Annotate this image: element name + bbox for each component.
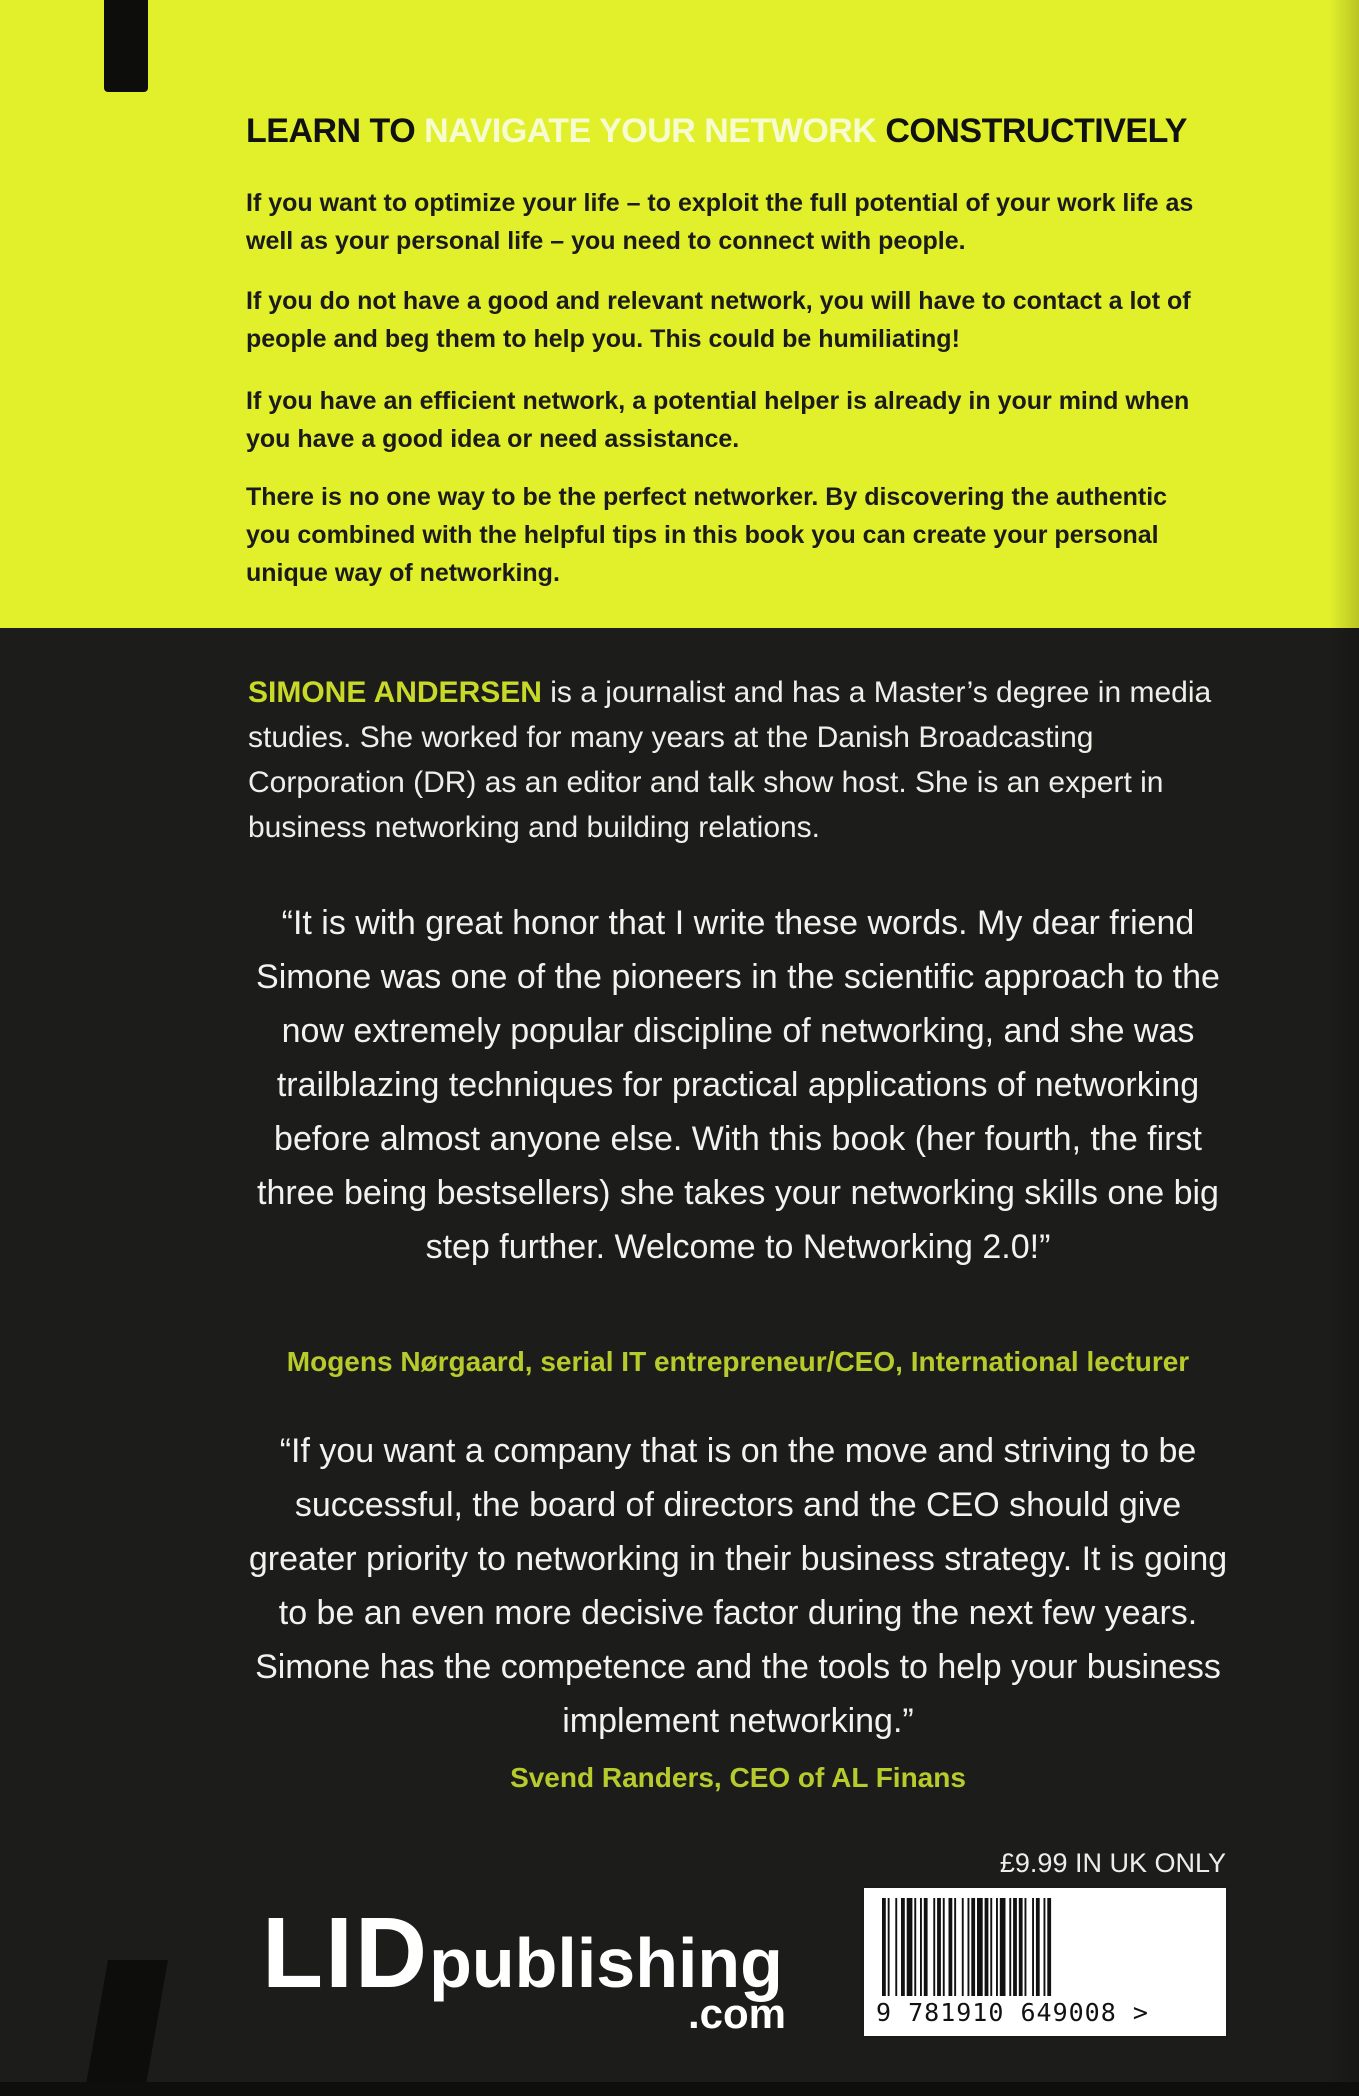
testimonial-quote-1: “It is with great honor that I write these words. My dear friend Simone was one of the pioneers in the scientific approach to the now extremely popular discipline of networking, and she was trailblazing techniques for practical applications of networking before almost anyone else. With this book (her fourth, the first three being bestsellers) she takes your networking skills one big step further. Welcome to Networking 2.0!” [256,904,1220,1266]
barcode-bar [1025,1898,1027,1996]
testimonial-attribution-2: Svend Randers, CEO of AL Finans [510,1762,966,1793]
barcode-bar [924,1898,928,1996]
barcode-bar [1009,1898,1011,1996]
barcode-bar [996,1898,998,1996]
barcode-bar [1036,1898,1040,1996]
headline-part2: CONSTRUCTIVELY [876,112,1187,150]
barcode-bar [882,1898,886,1996]
barcode-bar [954,1898,956,1996]
barcode-bar [901,1898,905,1996]
elastic-band-bottom [84,1960,168,2096]
isbn-barcode [862,1886,1228,2038]
testimonial-quote-2: “If you want a company that is on the move and striving to be successful, the board of directors and the CEO should give greater priority to networking in their business strategy. It is going to be an even more decisive factor during the next few years. Simone has the competence and the tools to help your business implement networking.” [248,1432,1228,1740]
barcode-bar [990,1898,992,1996]
barcode-bar [937,1898,941,1996]
cover-right-edge [1329,0,1359,2096]
barcode-bar [971,1898,975,1996]
barcode-bar [907,1898,913,1996]
price-label: £9.99 IN UK ONLY [999,1848,1226,1878]
author-bio-text: is a journalist and has a Master’s degree in media studies. She worked for many years at the Danish Broadcasting Corporation (DR) as an editor and talk show host. She is an expert in business networking and building relations. [248,676,1212,844]
barcode-bar [1044,1898,1046,1996]
barcode-bar [1000,1898,1006,1996]
blurb-paragraph-4: There is no one way to be the perfect networker. By discovering the authentic you combined with the helpful tips in this book you can create your personal unique way of networking. [246,483,1168,587]
barcode-bars [878,1898,1214,1996]
cover-bottom-edge [0,2082,1359,2096]
barcode-bar [933,1898,935,1996]
barcode-bar [962,1898,964,1996]
barcode-bar [895,1898,897,1996]
barcode-bar [1013,1898,1017,1996]
blurb-paragraph-1: If you want to optimize your life – to exploit the full potential of your work life as well as your personal life – you need to connect with people. [246,189,1194,255]
barcode-bar [949,1898,953,1996]
barcode-bar [920,1898,922,1996]
barcode-bar [968,1898,970,1996]
testimonial-attribution-1: Mogens Nørgaard, serial IT entrepreneur/CEO, International lecturer [286,1346,1190,1377]
barcode-bar [943,1898,945,1996]
barcode-bar [888,1898,890,1996]
elastic-band-top [104,0,148,92]
author-bio [248,670,1248,850]
barcode-digits: 9 781910 649008 > [876,1998,1149,2027]
headline [246,112,1246,151]
publisher-logo-lid: LID [262,1897,430,2009]
barcode-bar [977,1898,983,1996]
blurb-paragraph-3: If you have an efficient network, a potential helper is already in your mind when you have a good idea or need assistance. [246,387,1190,453]
headline-part1: LEARN TO [246,112,425,150]
publisher-logo-publishing: publishing [429,1924,783,2002]
barcode-bar [1019,1898,1023,1996]
author-name: SIMONE ANDERSEN [248,676,542,709]
blurb-paragraph-2: If you do not have a good and relevant network, you will have to contact a lot of people and beg them to help you. This could be humiliating! [246,287,1191,353]
headline-highlight: NAVIGATE YOUR NETWORK [424,112,877,150]
barcode-bar [914,1898,916,1996]
barcode-bar [1047,1898,1051,1996]
barcode-bar [985,1898,989,1996]
publisher-logo-com: .com [688,1990,787,2037]
barcode-bar [1032,1898,1034,1996]
